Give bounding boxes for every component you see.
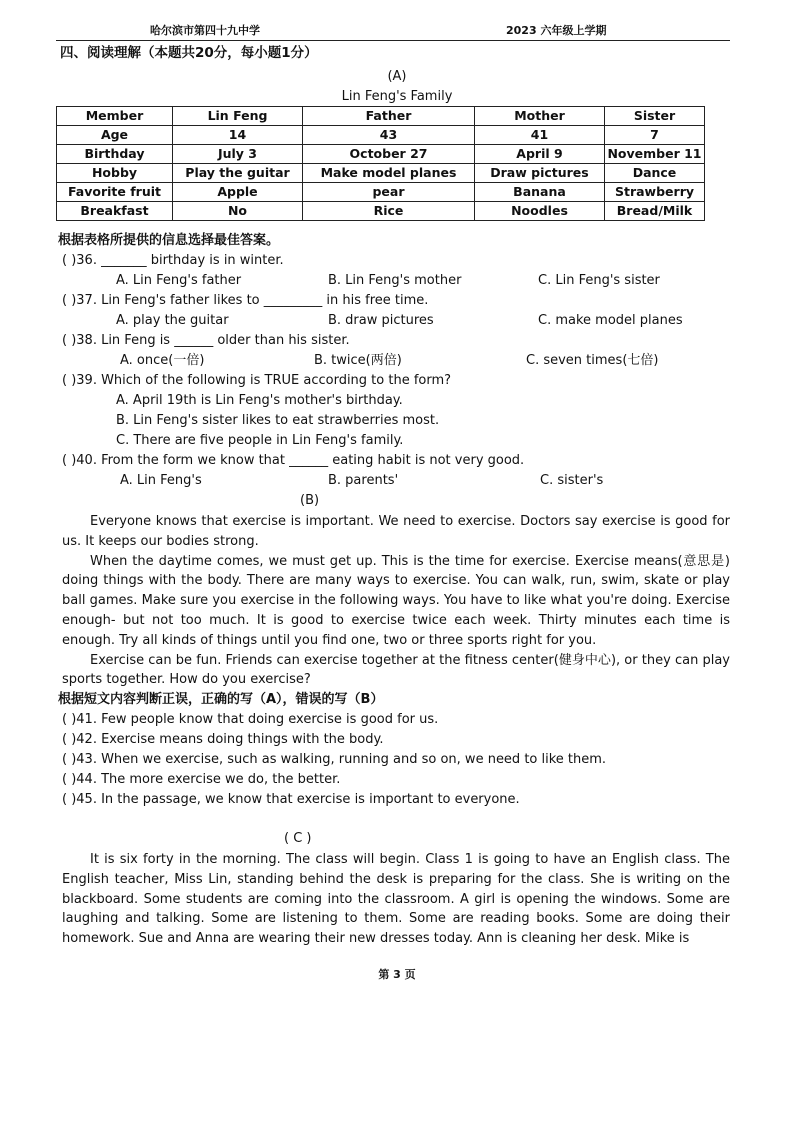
table-cell: 43: [303, 126, 475, 145]
q39-option-c: C. There are five people in Lin Feng's family.: [116, 433, 404, 448]
question-42: ( )42. Exercise means doing things with the body.: [62, 732, 384, 747]
passage-c-paragraph: It is six forty in the morning. The class will begin. Class 1 is going to have an English class. The English teacher, Miss Lin, standing behind the desk is preparing for the class. She is writing on the blackboard. Some students are coming into the classroom. A girl is opening the windows. Some are laughing and talking. Some are listening to them. Some are reading books. Some are doing their homework. Sue and Anna are wearing their new dresses today. Ann is cleaning her desk. Mike is: [62, 852, 730, 947]
section-title: 四、阅读理解（本题共20分，每小题1分）: [60, 45, 318, 61]
part-b-instruction: 根据短文内容判断正误，正确的写（A），错误的写（B）: [58, 692, 384, 707]
passage-b: [62, 512, 730, 690]
question-41: ( )41. Few people know that doing exercise is good for us.: [62, 712, 439, 727]
table-row: [57, 126, 705, 145]
page-number: 第 3 页: [378, 968, 416, 981]
table-cell: Hobby: [57, 164, 173, 183]
table-title: Lin Feng's Family: [341, 89, 453, 104]
table-cell: November 11: [605, 145, 705, 164]
part-c-label: ( C ): [284, 831, 312, 846]
table-row: [57, 183, 705, 202]
header-term: 2023 六年级上学期: [506, 24, 607, 37]
table-row: [57, 164, 705, 183]
passage-b-paragraph: When the daytime comes, we must get up. This is the time for exercise. Exercise means(意思是) doing things with the body. There are many ways to exercise. You can walk, run, swim, skate or play ball games. Make sure you exercise in the following ways. You have to like what you're doing. Exercise enough- but not too much. It is good to exercise twice each week. Thirty minutes each time is enough. Try all kinds of things until you find one, two or three sports right for you.: [62, 553, 730, 648]
table-row: [57, 145, 705, 164]
header-school: 哈尔滨市第四十九中学: [150, 24, 260, 37]
table-cell: Dance: [605, 164, 705, 183]
table-cell: 7: [605, 126, 705, 145]
table-header-cell: Sister: [605, 107, 705, 126]
table-cell: October 27: [303, 145, 475, 164]
table-cell: July 3: [173, 145, 303, 164]
question-37: ( )37. Lin Feng's father likes to _________ in his free time.: [62, 293, 429, 308]
passage-b-paragraph: Everyone knows that exercise is important. We need to exercise. Doctors say exercise is good for us. It keeps our bodies strong.: [62, 514, 730, 549]
table-cell: Noodles: [475, 202, 605, 221]
q37-option-c: C. make model planes: [538, 313, 683, 328]
table-header-cell: Father: [303, 107, 475, 126]
part-a-label: (A): [387, 69, 407, 84]
table-cell: Banana: [475, 183, 605, 202]
table-header-row: [57, 107, 705, 126]
table-cell: Favorite fruit: [57, 183, 173, 202]
table-cell: pear: [303, 183, 475, 202]
question-43: ( )43. When we exercise, such as walking, running and so on, we need to like them.: [62, 752, 607, 767]
question-39: ( )39. Which of the following is TRUE according to the form?: [62, 373, 452, 388]
q38-option-c: C. seven times(七倍): [526, 353, 659, 368]
q37-option-a: A. play the guitar: [116, 313, 229, 328]
table-cell: Birthday: [57, 145, 173, 164]
table-row: [57, 202, 705, 221]
table-cell: Strawberry: [605, 183, 705, 202]
q40-option-b: B. parents': [328, 473, 399, 488]
q36-option-a: A. Lin Feng's father: [116, 273, 242, 288]
q37-option-b: B. draw pictures: [328, 313, 434, 328]
table-cell: Make model planes: [303, 164, 475, 183]
question-38: ( )38. Lin Feng is ______ older than his sister.: [62, 333, 350, 348]
table-cell: Play the guitar: [173, 164, 303, 183]
part-b-label: (B): [300, 493, 320, 508]
q36-option-b: B. Lin Feng's mother: [328, 273, 462, 288]
q36-option-c: C. Lin Feng's sister: [538, 273, 660, 288]
q39-option-a: A. April 19th is Lin Feng's mother's birthday.: [116, 393, 403, 408]
part-a-instruction: 根据表格所提供的信息选择最佳答案。: [58, 233, 280, 248]
table-cell: Bread/Milk: [605, 202, 705, 221]
table-header-cell: Lin Feng: [173, 107, 303, 126]
q40-option-a: A. Lin Feng's: [120, 473, 202, 488]
question-36: ( )36. _______ birthday is in winter.: [62, 253, 284, 268]
question-44: ( )44. The more exercise we do, the better.: [62, 772, 341, 787]
table-cell: No: [173, 202, 303, 221]
passage-c: [62, 850, 730, 949]
table-header-cell: Member: [57, 107, 173, 126]
q38-option-b: B. twice(两倍): [314, 353, 402, 368]
passage-b-paragraph: Exercise can be fun. Friends can exercise together at the fitness center(健身中心), or they can play sports together. How do you exercise?: [62, 652, 730, 688]
table-cell: April 9: [475, 145, 605, 164]
q38-option-a: A. once(一倍): [120, 353, 205, 368]
table-header-cell: Mother: [475, 107, 605, 126]
table-cell: Rice: [303, 202, 475, 221]
table-cell: Age: [57, 126, 173, 145]
table-cell: Breakfast: [57, 202, 173, 221]
table-cell: 41: [475, 126, 605, 145]
header-rule: [56, 40, 730, 41]
table-cell: Draw pictures: [475, 164, 605, 183]
q39-option-b: B. Lin Feng's sister likes to eat strawberries most.: [116, 413, 440, 428]
table-cell: 14: [173, 126, 303, 145]
family-table: [56, 106, 705, 221]
table-cell: Apple: [173, 183, 303, 202]
question-45: ( )45. In the passage, we know that exercise is important to everyone.: [62, 792, 520, 807]
q40-option-c: C. sister's: [540, 473, 604, 488]
question-40: ( )40. From the form we know that ______ eating habit is not very good.: [62, 453, 525, 468]
